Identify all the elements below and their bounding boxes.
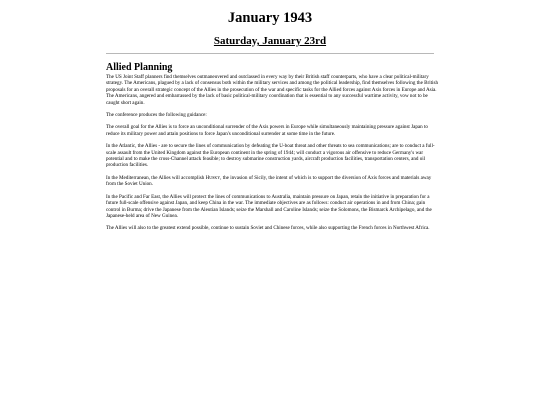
allied-planning-section (106, 62, 438, 238)
paragraph-sustain-allies: The Allies will also to the greatest extend possible, continue to sustain Soviet and Chinese forces, while also supporting the French forces in Northwest Africa. (106, 225, 430, 232)
paragraph-guidance-lead: The conference produces the following guidance: (106, 112, 207, 119)
paragraph-pacific: In the Pacific and Far East, the Allies will protect the lines of communications to Australia, maintain pressure on Japan, retain the initiative in preparation for a future full-scale offensive against Japan, and keep China in the war. The immediate objectives are as follows: conduct air operations in and from China; gain control in Burma; drive the Japanese from the Aleutian Islands; seize the Marshall and Caroline Islands; seize the Solomons, the Bismarck Archipelago, and the Japanese-held area of New Guinea. (106, 193, 432, 219)
mediterranean-text-start: In the Mediterranean, the Allies will accomplish (106, 174, 205, 181)
date-heading: Saturday, January 23rd (213, 35, 327, 47)
mediterranean-text-end: , the invasion of Sicily, the intent of which is to support the diversion of Axis forces and materials away from the Soviet Union. (106, 174, 432, 188)
operation-husky-name: Husky (205, 174, 221, 181)
paragraph-intro: The US Joint Staff planners find themselves outmaneuvered and outclassed in every way by their British staff counterparts, who have a clear political-military strategy. The Americans, plagued by a lack of consensus both within the military services and among the political leadership, find themselves following the British proposals for an overall strategic concept of the Allies in the prosecution of the war and specific tasks for the Allied forces against Axis forces in Europe and Asia. The Americans, angered and embarrassed by the lack of basic political-military coordination that is essential to any successful wartime activity, vow not to be caught short again. (106, 74, 439, 106)
month-title: January 1943 (227, 10, 313, 26)
section-title: Allied Planning (106, 62, 173, 73)
paragraph-mediterranean (106, 175, 438, 188)
horizontal-divider (106, 53, 434, 54)
paragraph-atlantic: In the Atlantic, the Allies - are to secure the lines of communication by defeating the U-boat threat and other threats to sea communications; are to conduct a full-scale assault from the United Kingdom against the European continent in the spring of 1944; will conduct a vigorous air offensive to reduce Germany's war potential and to make the cross-Channel attack feasible; to destroy submarine construction yards, aircraft production facilities, transportation centers, and oil production facilities. (106, 143, 435, 169)
paragraph-overall-goal: The overall goal for the Allies is to force an unconditional surrender of the Axis powers in Europe while simultaneously maintaining pressure against Japan to reduce its military power and attain positions to force Japan's unconditional surrender at some time in the future. (106, 124, 428, 137)
